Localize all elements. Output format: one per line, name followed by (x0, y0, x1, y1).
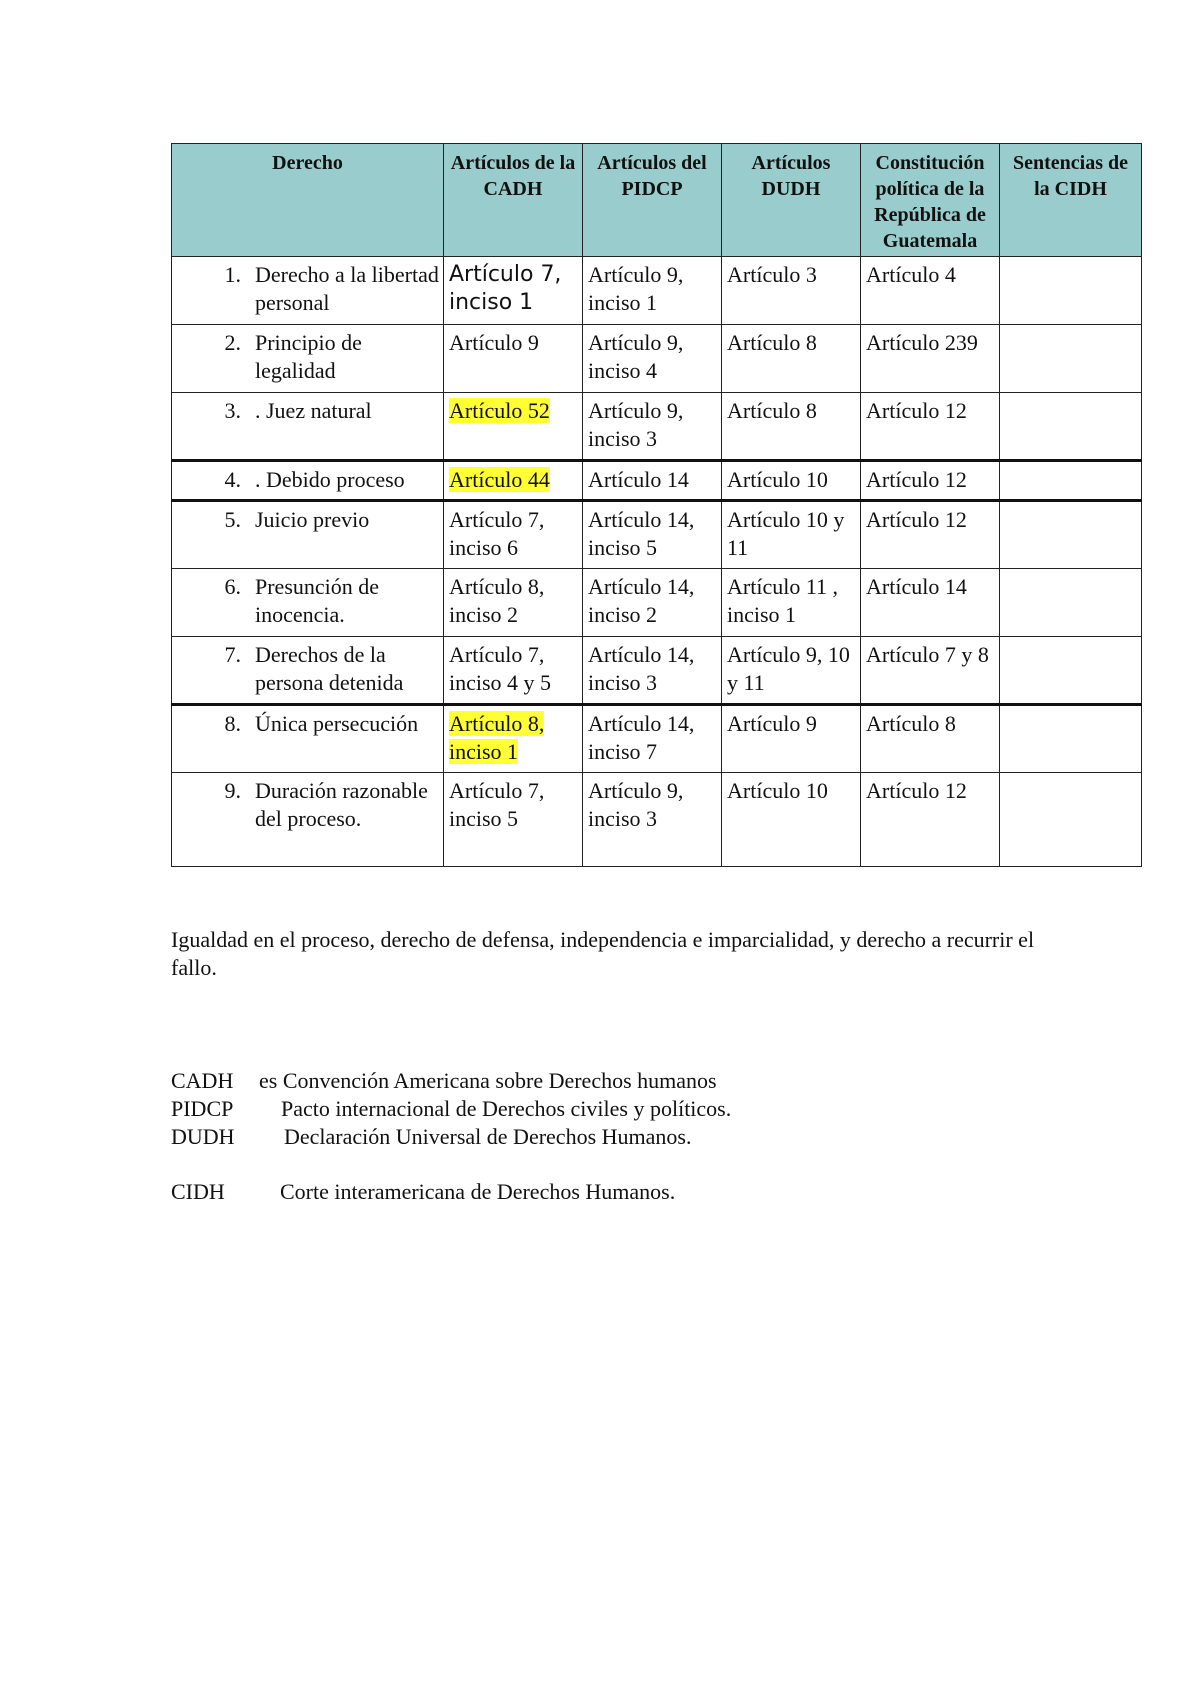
derecho-text: . Debido proceso (255, 467, 405, 492)
derecho-cell (172, 393, 444, 461)
cidh-cell (1000, 257, 1142, 325)
derecho-text: Única persecución (255, 711, 419, 736)
derecho-cell (172, 569, 444, 637)
table-row (172, 637, 1142, 705)
row-number: 2. (224, 330, 241, 355)
table-row (172, 501, 1142, 569)
dudh-cell: Artículo 10 (722, 773, 861, 867)
cadh-cell (444, 705, 583, 773)
dudh-cell: Artículo 8 (722, 393, 861, 461)
cadh-cell: Artículo 7, inciso 5 (444, 773, 583, 867)
derecho-cell (172, 461, 444, 501)
header-pidcp: Artículos del PIDCP (583, 144, 722, 257)
row-number: 4. (224, 467, 241, 492)
table-row (172, 325, 1142, 393)
derecho-text: Derechos de la persona detenida (255, 642, 404, 695)
table-row (172, 705, 1142, 773)
row-number: 7. (224, 642, 241, 667)
row-number: 9. (224, 778, 241, 803)
highlighted-text: Artículo 52 (449, 398, 550, 423)
header-dudh: Artículos DUDH (722, 144, 861, 257)
row-number: 5. (224, 507, 241, 532)
table-row (172, 393, 1142, 461)
derecho-text: . Juez natural (255, 398, 372, 423)
header-cidh: Sentencias de la CIDH (1000, 144, 1142, 257)
derecho-cell (172, 325, 444, 393)
table-row (172, 461, 1142, 501)
pidcp-cell: Artículo 9, inciso 3 (583, 393, 722, 461)
derecho-text: Duración razonable del proceso. (255, 778, 428, 831)
row-number: 1. (224, 262, 241, 287)
summary-paragraph: Igualdad en el proceso, derecho de defensa, independencia e imparcialidad, y derecho a recurrir el fallo. (171, 927, 1035, 980)
abbreviation-item (171, 1123, 731, 1151)
cidh-cell (1000, 705, 1142, 773)
derecho-cell (172, 773, 444, 867)
cidh-cell (1000, 501, 1142, 569)
constitucion-cell: Artículo 12 (861, 501, 1000, 569)
derecho-cell (172, 501, 444, 569)
rights-comparison-table (171, 143, 1142, 867)
dudh-cell: Artículo 10 (722, 461, 861, 501)
table-row (172, 257, 1142, 325)
cadh-cell: Artículo 7, inciso 1 (444, 257, 583, 325)
row-number: 6. (224, 574, 241, 599)
derecho-text: Juicio previo (255, 507, 370, 532)
cidh-cell (1000, 569, 1142, 637)
dudh-cell: Artículo 9 (722, 705, 861, 773)
abbreviation-value: Pacto internacional de Derechos civiles y políticos. (281, 1096, 732, 1121)
pidcp-cell: Artículo 14, inciso 2 (583, 569, 722, 637)
derecho-text: Principio de legalidad (255, 330, 362, 383)
pidcp-cell: Artículo 9, inciso 1 (583, 257, 722, 325)
dudh-cell: Artículo 11 , inciso 1 (722, 569, 861, 637)
pidcp-cell: Artículo 14, inciso 5 (583, 501, 722, 569)
row-number: 8. (224, 711, 241, 736)
header-derecho: Derecho (172, 144, 444, 257)
cadh-cell: Artículo 7, inciso 6 (444, 501, 583, 569)
pidcp-cell: Artículo 14, inciso 3 (583, 637, 722, 705)
constitucion-cell: Artículo 12 (861, 461, 1000, 501)
constitucion-cell: Artículo 7 y 8 (861, 637, 1000, 705)
spacer (171, 1151, 731, 1178)
abbreviation-item (171, 1178, 731, 1206)
highlighted-text: Artículo 8, inciso 1 (449, 711, 545, 764)
cidh-cell (1000, 393, 1142, 461)
abbreviation-key: CADH (171, 1068, 234, 1093)
derecho-cell (172, 637, 444, 705)
abbreviation-item (171, 1067, 731, 1095)
cadh-cell: Artículo 8, inciso 2 (444, 569, 583, 637)
cidh-cell (1000, 637, 1142, 705)
highlighted-text: Artículo 44 (449, 467, 550, 492)
constitucion-cell: Artículo 4 (861, 257, 1000, 325)
dudh-cell: Artículo 3 (722, 257, 861, 325)
abbreviation-key: CIDH (171, 1179, 225, 1204)
abbreviation-value: Declaración Universal de Derechos Humanos. (284, 1124, 692, 1149)
constitucion-cell: Artículo 14 (861, 569, 1000, 637)
pidcp-cell: Artículo 9, inciso 3 (583, 773, 722, 867)
pidcp-cell: Artículo 9, inciso 4 (583, 325, 722, 393)
pidcp-cell: Artículo 14, inciso 7 (583, 705, 722, 773)
dudh-cell: Artículo 8 (722, 325, 861, 393)
cidh-cell (1000, 461, 1142, 501)
constitucion-cell: Artículo 8 (861, 705, 1000, 773)
derecho-text: Derecho a la libertad personal (255, 262, 439, 315)
cadh-cell: Artículo 7, inciso 4 y 5 (444, 637, 583, 705)
abbreviation-key: PIDCP (171, 1096, 234, 1121)
cadh-cell (444, 461, 583, 501)
abbreviation-item (171, 1095, 731, 1123)
constitucion-cell: Artículo 12 (861, 393, 1000, 461)
table-row (172, 773, 1142, 867)
dudh-cell: Artículo 9, 10 y 11 (722, 637, 861, 705)
table-header-row (172, 144, 1142, 257)
cadh-cell: Artículo 9 (444, 325, 583, 393)
row-number: 3. (224, 398, 241, 423)
cidh-cell (1000, 325, 1142, 393)
abbreviation-value: es Convención Americana sobre Derechos humanos (259, 1068, 717, 1093)
dudh-cell: Artículo 10 y 11 (722, 501, 861, 569)
abbreviation-value: Corte interamericana de Derechos Humanos. (280, 1179, 676, 1204)
constitucion-cell: Artículo 239 (861, 325, 1000, 393)
header-cadh: Artículos de la CADH (444, 144, 583, 257)
cidh-cell (1000, 773, 1142, 867)
abbreviation-key: DUDH (171, 1124, 235, 1149)
derecho-text: Presunción de inocencia. (255, 574, 380, 627)
cadh-cell (444, 393, 583, 461)
constitucion-cell: Artículo 12 (861, 773, 1000, 867)
table-row (172, 569, 1142, 637)
pidcp-cell: Artículo 14 (583, 461, 722, 501)
abbreviations-list (171, 1067, 731, 1206)
derecho-cell (172, 705, 444, 773)
derecho-cell (172, 257, 444, 325)
header-constitucion: Constitución política de la República de Guatemala (861, 144, 1000, 257)
